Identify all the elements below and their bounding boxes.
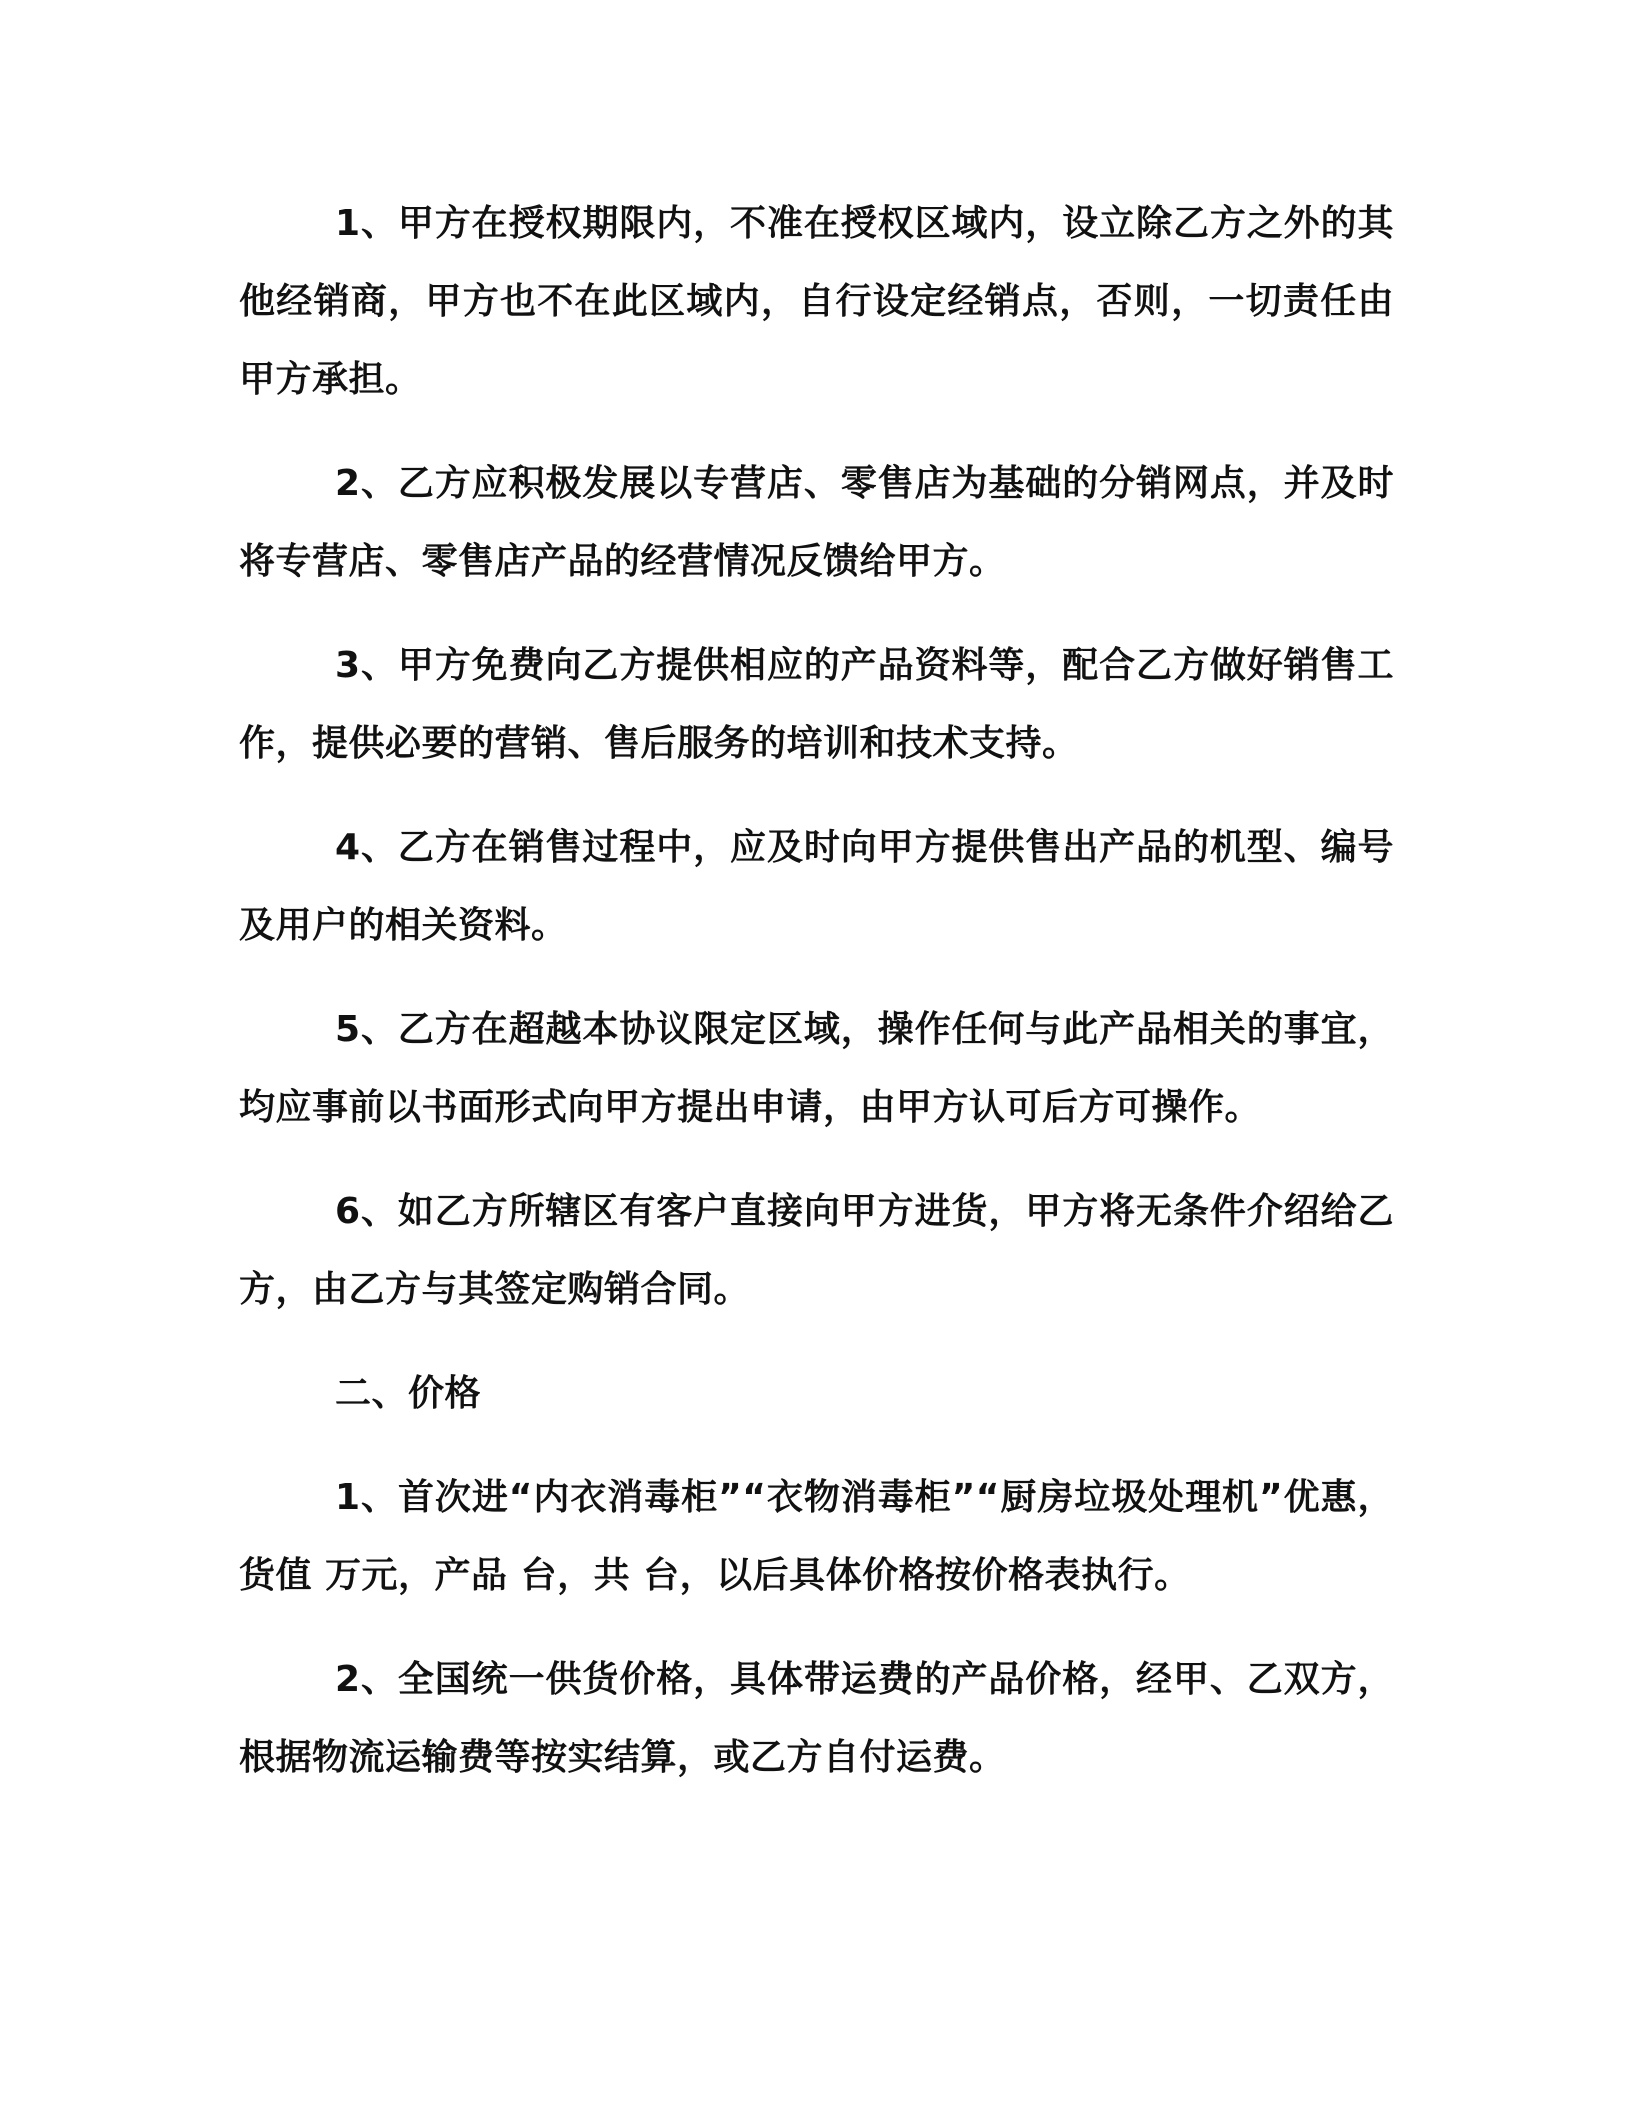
- clause-paragraph: 1、首次进“内衣消毒柜”“衣物消毒柜”“厨房垃圾处理机”优惠，货值 万元，产品 台，共 台，以后具体价格按价格表执行。: [239, 1477, 1394, 1596]
- section-heading: 二、价格: [335, 1373, 482, 1414]
- clause-paragraph: 3、甲方免费向乙方提供相应的产品资料等，配合乙方做好销售工作，提供必要的营销、售后服务的培训和技术支持。: [239, 645, 1394, 764]
- clause-paragraph: 1、甲方在授权期限内，不准在授权区域内，设立除乙方之外的其他经销商，甲方也不在此区域内，自行设定经销点，否则，一切责任由甲方承担。: [239, 203, 1394, 400]
- clause-paragraph: 2、全国统一供货价格，具体带运费的产品价格，经甲、乙双方，根据物流运输费等按实结算，或乙方自付运费。: [239, 1659, 1394, 1778]
- document-body: [239, 185, 1394, 1823]
- clause-paragraph: 5、乙方在超越本协议限定区域，操作任何与此产品相关的事宜，均应事前以书面形式向甲方提出申请，由甲方认可后方可操作。: [239, 1009, 1394, 1128]
- clause-paragraph: 2、乙方应积极发展以专营店、零售店为基础的分销网点，并及时将专营店、零售店产品的经营情况反馈给甲方。: [239, 463, 1394, 582]
- clause-paragraph: 6、如乙方所辖区有客户直接向甲方进货，甲方将无条件介绍给乙方，由乙方与其签定购销合同。: [239, 1191, 1394, 1310]
- clause-paragraph: 4、乙方在销售过程中，应及时向甲方提供售出产品的机型、编号及用户的相关资料。: [239, 827, 1394, 946]
